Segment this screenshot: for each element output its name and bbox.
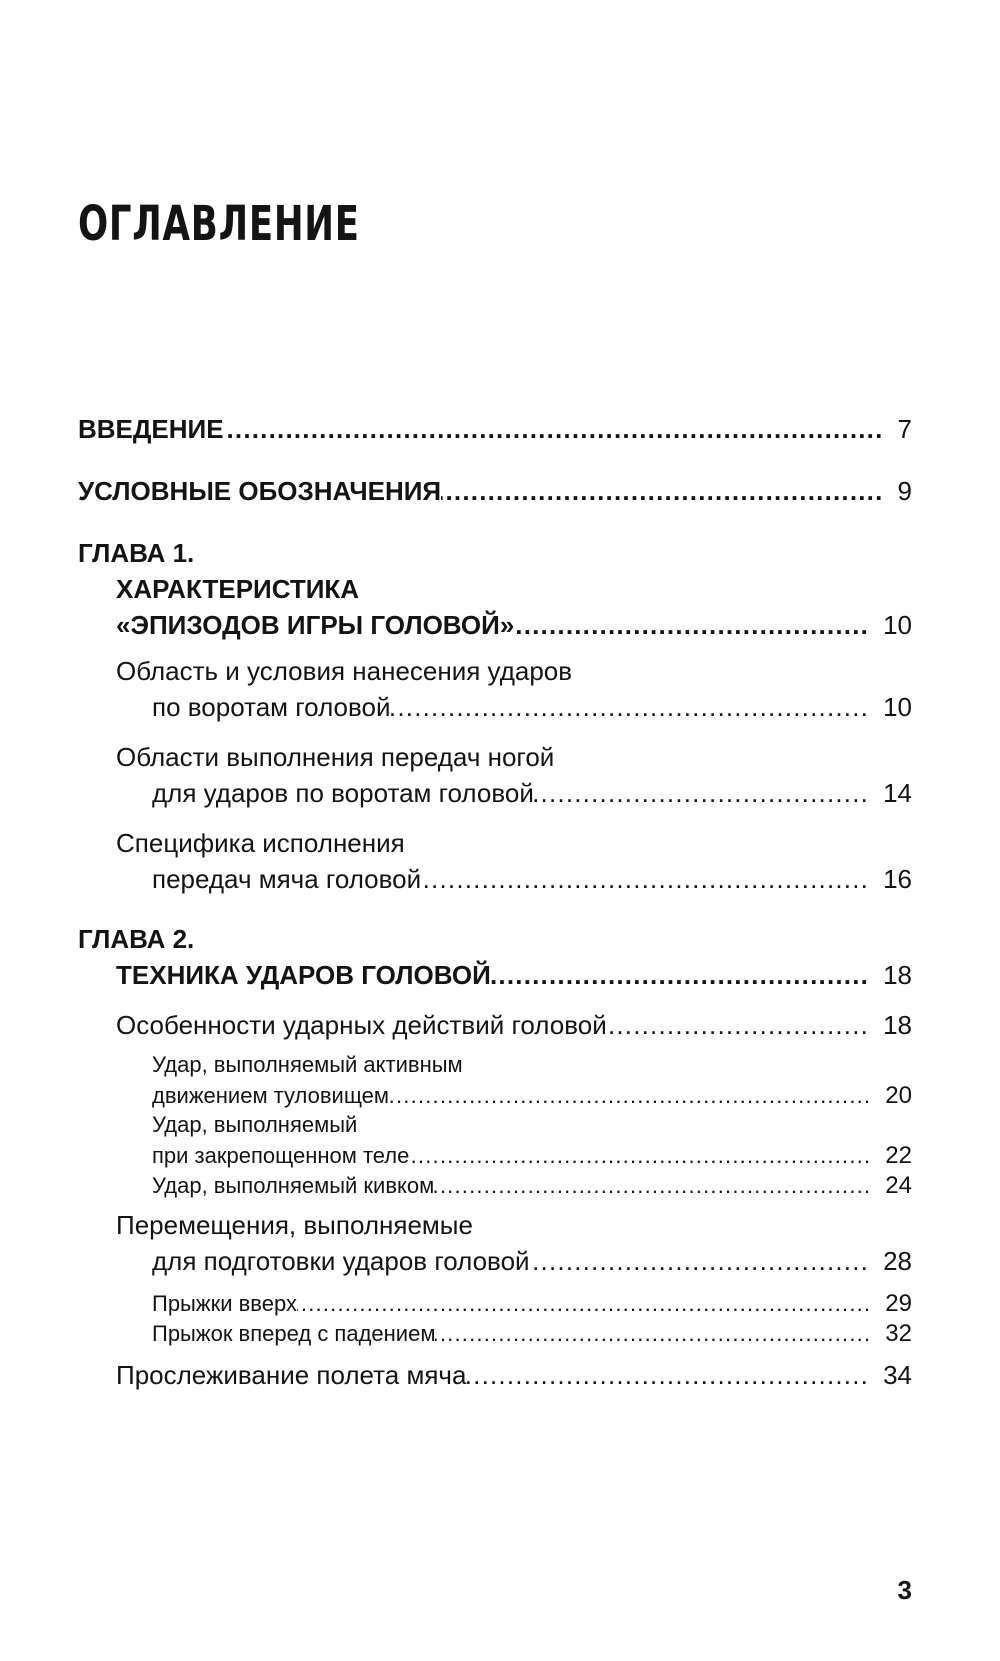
toc-page-number: 9	[897, 476, 912, 506]
toc-subsection[interactable]	[78, 1290, 912, 1320]
dot-leader	[534, 778, 869, 809]
toc-entry-title: ВВЕДЕНИЕ	[78, 414, 224, 444]
toc-page-number: 34	[883, 1360, 912, 1390]
toc-section[interactable]	[78, 656, 912, 728]
toc-page-number: 20	[885, 1082, 912, 1109]
toc-leader-row	[152, 1290, 912, 1318]
toc-leader-row	[116, 1010, 912, 1041]
dot-leader	[389, 1083, 871, 1109]
dot-leader	[421, 864, 869, 895]
section-title-line: Область и условия нанесения ударов	[116, 656, 573, 686]
toc-leader-row	[116, 610, 912, 641]
toc-leader-row	[152, 1172, 912, 1200]
toc-page-number: 24	[885, 1172, 912, 1199]
section-title-line: передач мяча головой	[152, 864, 422, 894]
chapter-title-line: ТЕХНИКА УДАРОВ ГОЛОВОЙ	[116, 960, 491, 990]
toc-leader-row	[116, 960, 912, 991]
toc-leader-row	[152, 1246, 912, 1277]
toc-subsection[interactable]	[78, 1052, 912, 1112]
dot-leader	[409, 1143, 871, 1169]
toc-leader-row	[78, 414, 912, 445]
toc-page-number: 28	[883, 1246, 912, 1276]
toc-leader-row	[78, 476, 912, 507]
chapter-label: ГЛАВА 2.	[78, 924, 195, 954]
toc-subsection[interactable]	[78, 1172, 912, 1202]
dot-leader	[491, 960, 869, 991]
dot-leader	[530, 1246, 870, 1277]
toc-leader-row	[152, 692, 912, 723]
subsection-title-line: при закрепощенном теле	[152, 1143, 410, 1168]
chapter-title-line: ХАРАКТЕРИСТИКА	[116, 574, 360, 604]
section-title: Прослеживание полета мяча	[116, 1360, 467, 1390]
page-title: ОГЛАВЛЕНИЕ	[78, 196, 360, 252]
toc-page-number: 16	[883, 864, 912, 894]
subsection-title: Прыжок вперед с падением	[152, 1321, 436, 1346]
toc-section[interactable]	[78, 1010, 912, 1044]
toc-subsection[interactable]	[78, 1320, 912, 1350]
dot-leader	[435, 1321, 871, 1347]
toc-entry-legend[interactable]	[78, 476, 912, 510]
toc-leader-row	[152, 778, 912, 809]
toc-leader-row	[152, 864, 912, 895]
toc-leader-row	[116, 1360, 912, 1391]
toc-page-number: 7	[897, 414, 912, 444]
section-title-line: Области выполнения передач ногой	[116, 742, 555, 772]
toc-leader-row	[152, 1082, 912, 1110]
toc-leader-row	[152, 1142, 912, 1170]
dot-leader	[441, 476, 883, 507]
dot-leader	[434, 1173, 871, 1199]
subsection-title-line: движением туловищем	[152, 1083, 390, 1108]
section-title-line: для подготовки ударов головой	[152, 1246, 530, 1276]
toc-leader-row	[152, 1320, 912, 1348]
dot-leader	[514, 610, 869, 641]
chapter-label: ГЛАВА 1.	[78, 538, 195, 568]
toc-section[interactable]	[78, 828, 912, 900]
toc-section[interactable]	[78, 1210, 912, 1282]
toc-page-number: 18	[883, 960, 912, 990]
toc-chapter-1[interactable]	[78, 538, 912, 648]
dot-leader	[224, 414, 884, 445]
toc-section[interactable]	[78, 742, 912, 814]
toc-page-number: 32	[885, 1320, 912, 1347]
toc-page-number: 14	[883, 778, 912, 808]
toc-entry-intro[interactable]	[78, 414, 912, 448]
toc-section[interactable]	[78, 1360, 912, 1394]
toc-subsection[interactable]	[78, 1112, 912, 1172]
subsection-title-line: Удар, выполняемый активным	[152, 1052, 463, 1077]
toc-page-number: 10	[883, 610, 912, 640]
subsection-title: Удар, выполняемый кивком	[152, 1173, 435, 1198]
toc-page-number: 18	[883, 1010, 912, 1040]
page-number: 3	[897, 1575, 912, 1605]
toc-page-number: 22	[885, 1142, 912, 1169]
dot-leader	[607, 1010, 869, 1041]
dot-leader	[297, 1291, 871, 1317]
section-title-line: Специфика исполнения	[116, 828, 405, 858]
subsection-title: Прыжки вверх	[152, 1291, 297, 1316]
section-title-line: для ударов по воротам головой	[152, 778, 534, 808]
subsection-title-line: Удар, выполняемый	[152, 1112, 358, 1137]
section-title: Особенности ударных действий головой	[116, 1010, 607, 1040]
toc-page-number: 10	[883, 692, 912, 722]
toc-entry-title: УСЛОВНЫЕ ОБОЗНАЧЕНИЯ	[78, 476, 442, 506]
chapter-title-line: «ЭПИЗОДОВ ИГРЫ ГОЛОВОЙ»	[116, 610, 515, 640]
toc-chapter-2[interactable]	[78, 924, 912, 996]
dot-leader	[391, 692, 870, 723]
section-title-line: Перемещения, выполняемые	[116, 1210, 473, 1240]
section-title-line: по воротам головой	[152, 692, 391, 722]
toc-page-number: 29	[885, 1290, 912, 1317]
dot-leader	[466, 1360, 869, 1391]
